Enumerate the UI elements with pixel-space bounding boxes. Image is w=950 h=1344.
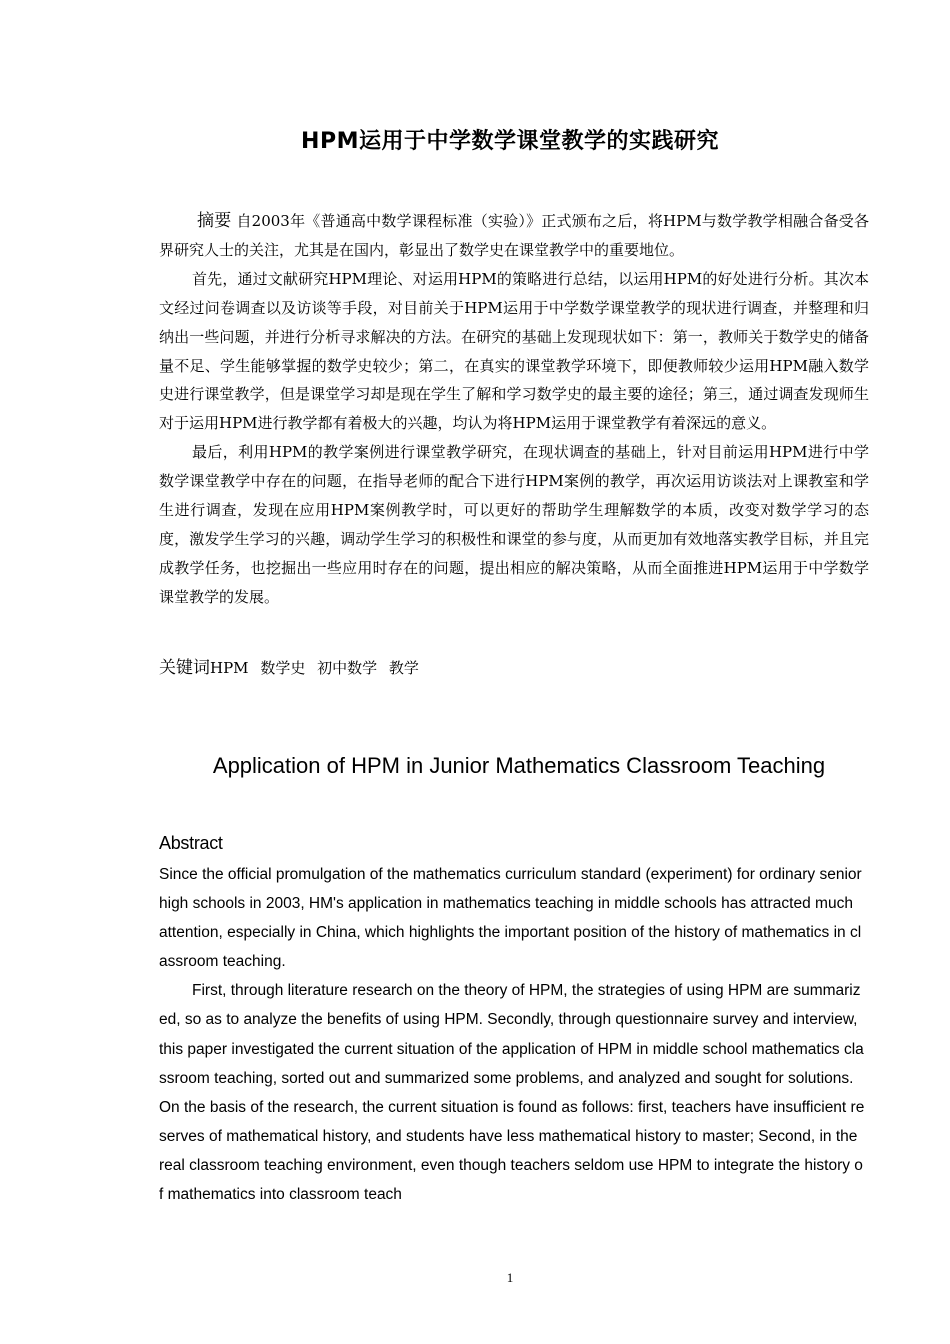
chinese-abstract-paragraph-1 — [159, 207, 869, 265]
chinese-abstract-label: 摘要 — [197, 211, 232, 231]
chinese-abstract — [159, 207, 869, 612]
english-title: Application of HPM in Junior Mathematics Classroom Teaching — [212, 753, 826, 778]
chinese-keywords-label: 关键词 — [159, 658, 210, 678]
keyword: HPM — [210, 659, 249, 677]
english-abstract-paragraph-1: Since the official promulgation of the mathematics curriculum standard (experiment) for ordinary senior high schools in 2003, HM's application in mathematics teaching in middle schools has attracted much attention, especially in China, which highlights the important position of the history of mathematics in classroom teaching. — [159, 866, 862, 971]
keyword: 教学 — [388, 659, 419, 677]
chinese-title: HPM运用于中学数学课堂教学的实践研究 — [301, 129, 719, 154]
keyword: 数学史 — [260, 659, 306, 677]
chinese-keywords — [159, 654, 859, 682]
chinese-abstract-paragraph-3: 最后，利用HPM的教学案例进行课堂教学研究，在现状调查的基础上，针对目前运用HPM进行中学数学课堂教学中存在的问题，在指导老师的配合下进行HPM案例的教学，再次运用访谈法对上课教室和学生进行调查，发现在应用HPM案例教学时，可以更好的帮助学生理解数学的本质，改变对数学学习的态度，激发学生学习的兴趣，调动学生学习的积极性和课堂的参与度，从而更加有效地落实教学目标，并且完成教学任务，也挖掘出一些应用时存在的问题，提出相应的解决策略，从而全面推进HPM运用于中学数学课堂教学的发展。 — [159, 443, 869, 606]
keyword: 初中数学 — [317, 659, 378, 677]
english-abstract-paragraph-2: First, through literature research on the theory of HPM, the strategies of using HPM are summarized, so as to analyze the benefits of using HPM. Secondly, through questionnaire survey and interview, this paper investigated the current situation of the application of HPM in middle school mathematics classroom teaching, sorted out and summarized some problems, and analyzed and sought for solutions. On the basis of the research, the current situation is found as follows: first, teachers have insufficient reserves of mathematical history, and students have less mathematical history to master; Second, in the real classroom teaching environment, even though teachers seldom use HPM to integrate the history of mathematics into classroom teach — [159, 982, 865, 1204]
chinese-abstract-text-1: 自2003年《普通高中数学课程标准（实验）》正式颁布之后，将HPM与数学教学相融合备受各界研究人士的关注，尤其是在国内，彰显出了数学史在课堂教学中的重要地位。 — [159, 212, 870, 259]
english-abstract-label: Abstract — [159, 833, 223, 853]
page-number: 1 — [506, 1270, 514, 1285]
chinese-abstract-paragraph-2: 首先，通过文献研究HPM理论、对运用HPM的策略进行总结，以运用HPM的好处进行分析。其次本文经过问卷调查以及访谈等手段，对目前关于HPM运用于中学数学课堂教学的现状进行调查，并整理和归纳出一些问题，并进行分析寻求解决的方法。在研究的基础上发现现状如下：第一，教师关于数学史的储备量不足、学生能够掌握的数学史较少；第二，在真实的课堂教学环境下，即便教师较少运用HPM融入数学史进行课堂教学，但是课堂学习却是现在学生了解和学习数学史的最主要的途径；第三，通过调查发现师生对于运用HPM进行教学都有着极大的兴趣，均认为将HPM运用于课堂教学有着深远的意义。 — [159, 269, 869, 433]
english-abstract — [159, 860, 865, 1209]
